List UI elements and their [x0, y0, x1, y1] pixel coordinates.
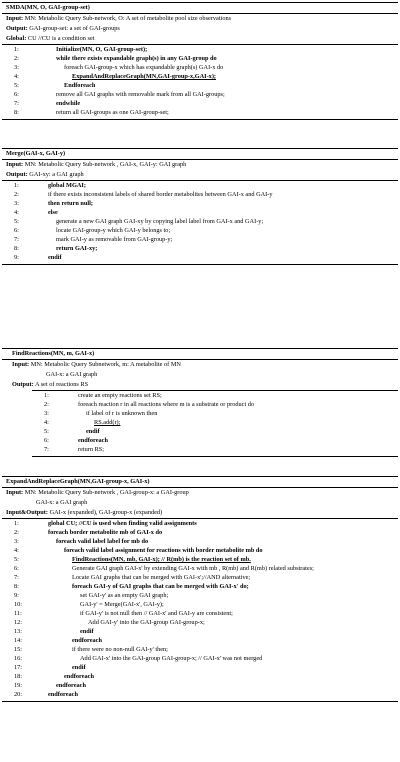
code-line [2, 682, 398, 691]
output-label: Output: [12, 381, 34, 388]
line-number: 11: [14, 610, 22, 617]
code-text: foreach GAI-group-x which has expandable graph(s) GAI-x do [64, 64, 224, 71]
line-number: 6: [44, 437, 49, 444]
code-text: global MGAI; [48, 182, 86, 189]
code-line [32, 410, 398, 419]
line-number: 3: [14, 200, 19, 207]
code-line [2, 628, 398, 637]
code-line [2, 73, 398, 82]
code-text: Endforeach [64, 82, 96, 89]
code-text: remove all GAI graphs with removable mark from all GAI-groups; [56, 91, 225, 98]
code-line [2, 664, 398, 673]
line-number: 17: [14, 664, 23, 671]
line-number: 7: [14, 236, 19, 243]
code-text: if there exists inconsistent labels of shared border metabolites between GAI-x and GAI-y [48, 191, 273, 198]
line-number: 3: [14, 64, 19, 71]
code-line [2, 547, 398, 556]
code-line [2, 520, 398, 529]
code-line [2, 236, 398, 245]
code-text: if there were no non-null GAI-y' then; [72, 646, 168, 653]
code-text: foreach GAI-y of GAI graphs that can be merged with GAI-x' do; [72, 583, 249, 590]
code-line [32, 392, 398, 401]
input-label: Input: [12, 361, 30, 368]
line-number: 18: [14, 673, 23, 680]
findreactions-block [2, 348, 398, 457]
code-text: endif [72, 664, 86, 671]
code-line [2, 565, 398, 574]
code-text: else [48, 209, 58, 216]
code-line [32, 446, 398, 455]
merge-code [2, 180, 398, 265]
code-line [2, 200, 398, 209]
line-number: 7: [44, 446, 49, 453]
expand-title: ExpandAndReplaceGraph(MN,GAI-group-x, GAI-x) [6, 478, 150, 485]
code-line [32, 401, 398, 410]
code-line [2, 619, 398, 628]
code-line [2, 556, 398, 565]
code-text: foreach border metabolite mb of GAI-x do [48, 529, 163, 536]
line-number: 2: [14, 55, 19, 62]
code-line [2, 191, 398, 200]
line-number: 6: [14, 227, 19, 234]
line-number: 2: [14, 529, 19, 536]
line-number: 1: [14, 520, 19, 527]
line-number: 5: [44, 428, 49, 435]
code-text: mark GAI-y as removable from GAI-group-y; [56, 236, 173, 243]
line-number: 4: [14, 547, 19, 554]
code-line [2, 691, 398, 700]
line-number: 9: [14, 254, 19, 261]
expand-input [2, 488, 398, 498]
line-number: 6: [14, 565, 19, 572]
code-line [2, 637, 398, 646]
input-text: MN: Metabolic Query Sub-network , GAI-group-x: a GAI-group [24, 489, 189, 496]
code-text: if GAI-y' is not null then // GAI-x' and GAI-y are consistent; [80, 610, 233, 617]
input-text: MN: Metabolic Query Sub-network, O: A set of metabolite pool size observations [24, 15, 232, 22]
code-text: ExpandAndReplaceGraph(MN,GAI-group-x,GAI-x); [72, 73, 217, 80]
code-line [2, 574, 398, 583]
code-line [2, 592, 398, 601]
line-number: 1: [14, 182, 19, 189]
input-text: GAI-x: a GAI graph [46, 371, 98, 378]
code-line [32, 428, 398, 437]
line-number: 20: [14, 691, 23, 698]
input-label: Input: [6, 161, 24, 168]
findreactions-output [2, 380, 398, 390]
line-number: 4: [14, 73, 19, 80]
expand-block [2, 476, 398, 702]
code-text: endforeach [78, 437, 108, 444]
merge-block [2, 148, 398, 265]
code-text: endwhile [56, 100, 81, 107]
output-label: Output: [6, 171, 28, 178]
line-number: 15: [14, 646, 23, 653]
code-text: locate GAI-group-y which GAI-y belongs to; [56, 227, 171, 234]
code-text: endif [48, 254, 62, 261]
code-line [2, 673, 398, 682]
line-number: 14: [14, 637, 23, 644]
findreactions-code [32, 390, 398, 457]
line-number: 5: [14, 218, 19, 225]
code-text: then return null; [48, 200, 94, 207]
line-number: 8: [14, 245, 19, 252]
line-number: 2: [14, 191, 19, 198]
code-line [2, 100, 398, 109]
input-text: MN: Metabolic Query Sub-network , GAI-x, GAI-y: GAI graph [24, 161, 187, 168]
findreactions-input [2, 360, 398, 370]
code-line [2, 601, 398, 610]
code-line [2, 245, 398, 254]
line-number: 7: [14, 574, 19, 581]
io-label: Input&Output: [6, 509, 48, 516]
input-label: Input: [6, 489, 24, 496]
io-text: GAI-x (expanded), GAI-group-x (expanded) [49, 509, 163, 516]
code-line [2, 46, 398, 55]
merge-title: Merge(GAI-x, GAI-y) [6, 150, 66, 157]
expand-io [2, 508, 398, 518]
code-line [2, 182, 398, 191]
line-number: 3: [44, 410, 49, 417]
code-text: Locate GAI graphs that can be merged with GAI-x';//AND alternative; [72, 574, 251, 581]
code-text: return RS; [78, 446, 105, 453]
findreactions-title: FindReactions(MN, m, GAI-x) [12, 350, 95, 357]
line-number: 1: [14, 46, 19, 53]
smda-block [2, 2, 398, 120]
code-text: return GAI-xy; [56, 245, 98, 252]
code-line [2, 610, 398, 619]
output-text: GAI-xy: a GAI graph [29, 171, 84, 178]
smda-global [2, 34, 398, 44]
line-number: 4: [14, 209, 19, 216]
code-line [2, 55, 398, 64]
line-number: 13: [14, 628, 23, 635]
global-text: CU //CU is a condition set [27, 35, 95, 42]
code-line [2, 209, 398, 218]
code-text: create an empty reactions set RS; [78, 392, 162, 399]
code-text: endif [86, 428, 100, 435]
code-line [2, 538, 398, 547]
line-number: 3: [14, 538, 19, 545]
code-line [2, 254, 398, 263]
code-text: GAI-y' = Merge(GAI-x', GAI-y); [80, 601, 164, 608]
input-text: MN: Metabolic Query Subnetwork, m: A metabolite of MN [30, 361, 181, 368]
findreactions-input2 [2, 370, 398, 380]
code-text: foreach reaction r in all reactions where m is a substrate or product do [78, 401, 255, 408]
output-label: Output: [6, 25, 28, 32]
code-text: endif [80, 628, 94, 635]
code-line [2, 218, 398, 227]
smda-input [2, 14, 398, 24]
code-line [32, 437, 398, 446]
code-text: endforeach [64, 673, 94, 680]
code-text: Add GAI-x' into the GAI-group GAI-group-x; // GAI-x' was not merged [80, 655, 263, 662]
code-line [2, 82, 398, 91]
global-label: Global: [6, 35, 27, 42]
line-number: 10: [14, 601, 23, 608]
expand-input2 [2, 498, 398, 508]
code-text: endforeach [56, 682, 86, 689]
line-number: 4: [44, 419, 49, 426]
merge-output [2, 170, 398, 180]
smda-title: SMDA(MN, O, GAI-group-set) [6, 4, 90, 11]
code-line [2, 109, 398, 118]
code-line [2, 655, 398, 664]
output-text: GAI-group-set: a set of GAI-groups [29, 25, 120, 32]
line-number: 1: [44, 392, 49, 399]
line-number: 2: [44, 401, 49, 408]
code-text: generate a new GAI graph GAI-xy by copying label label from GAI-x and GAI-y; [56, 218, 264, 225]
output-text: A set of reactions RS [34, 381, 89, 388]
code-text: foreach valid label assignment for reactions with border metabolite mb do [64, 547, 263, 554]
code-line [2, 529, 398, 538]
code-text: set GAI-y' as an empty GAI graph; [80, 592, 169, 599]
merge-input [2, 160, 398, 170]
code-text: if label of r is unknown then [86, 410, 158, 417]
code-text: RS.add(r); [94, 419, 121, 426]
line-number: 5: [14, 556, 19, 563]
code-text: Generate GAI graph GAI-x' by extending GAI-x with mb , R(mb) and R(mb) related substrates; [72, 565, 314, 572]
code-line [32, 419, 398, 428]
code-line [2, 583, 398, 592]
code-text: endforeach [48, 691, 78, 698]
line-number: 12: [14, 619, 23, 626]
code-text: while there exists expandable graph(s) in any GAI-group do [56, 55, 217, 62]
line-number: 9: [14, 592, 19, 599]
code-line [2, 91, 398, 100]
line-number: 6: [14, 91, 19, 98]
line-number: 5: [14, 82, 19, 89]
code-text: Add GAI-y' into the GAI-group GAI-group-x; [88, 619, 205, 626]
code-line [2, 646, 398, 655]
line-number: 19: [14, 682, 23, 689]
smda-output [2, 24, 398, 34]
code-text: endforeach [72, 637, 102, 644]
code-text: Initialize(MN, O, GAI-group-set); [56, 46, 148, 53]
line-number: 16: [14, 655, 23, 662]
input-text: GAI-x: a GAI graph [36, 499, 88, 506]
smda-code [2, 44, 398, 120]
line-number: 8: [14, 583, 19, 590]
input-label: Input: [6, 15, 24, 22]
code-line [2, 227, 398, 236]
code-text: return all GAI-groups as one GAI-group-set; [56, 109, 169, 116]
line-number: 7: [14, 100, 19, 107]
expand-code [2, 518, 398, 702]
code-text: foreach valid label label for mb do [56, 538, 149, 545]
code-text: global CU; //CU is used when finding valid assignments [48, 520, 197, 527]
line-number: 8: [14, 109, 19, 116]
code-text: FindReactions(MN, mb, GAI-x); // R(mb) is the reaction set of mb. [72, 556, 251, 563]
code-line [2, 64, 398, 73]
